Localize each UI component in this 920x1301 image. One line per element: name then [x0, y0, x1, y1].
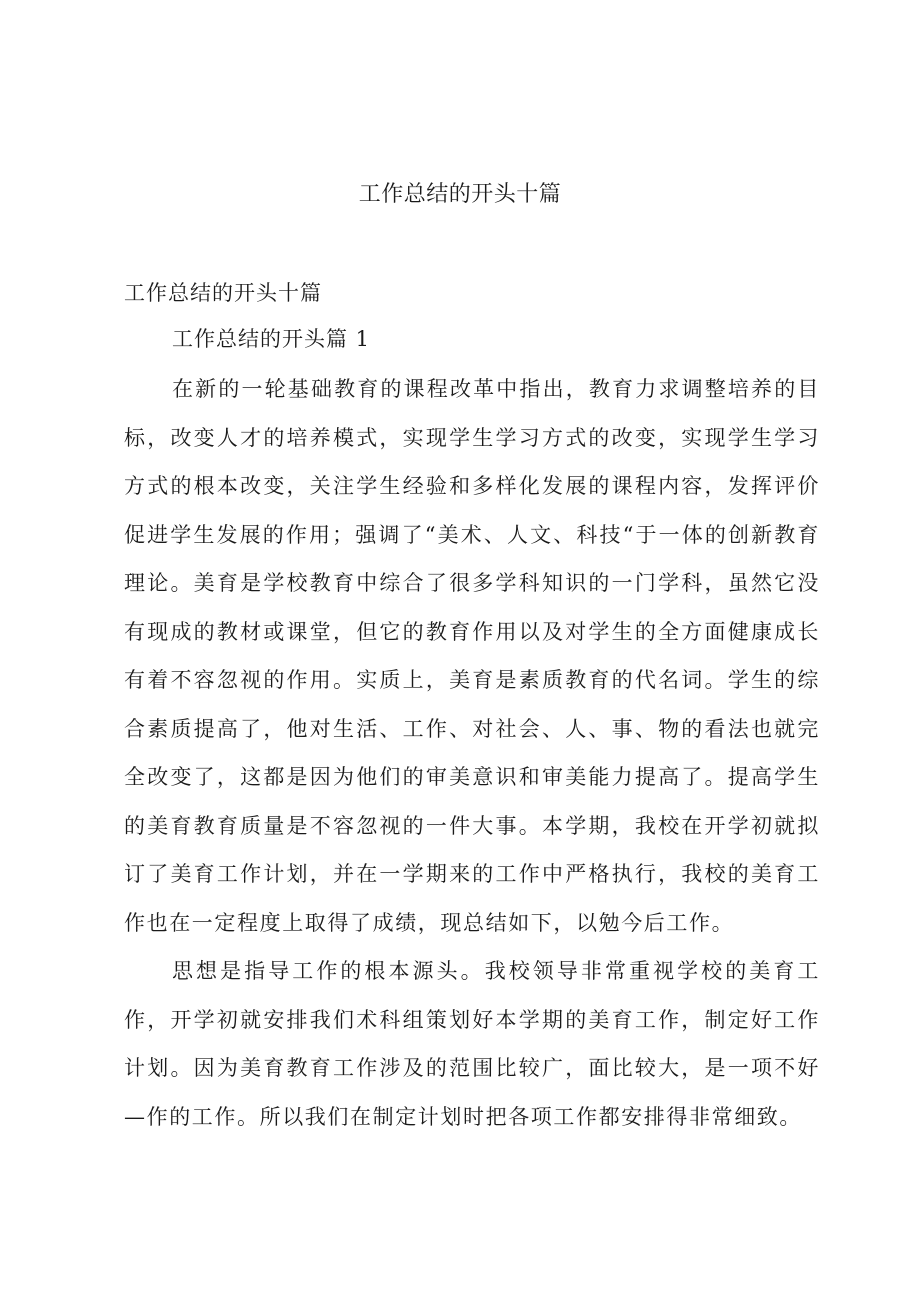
paragraph-1: 在新的一轮基础教育的课程改革中指出，教育力求调整培养的目标，改变人才的培养模式，实现学生学习方式的改变，实现学生学习方式的根本改变，关注学生经验和多样化发展的课程内容，发挥评价促进学生发展的作用；强调了“美术、人文、科技“于一体的创新教育理论。美育是学校教育中综合了很多学科知识的一门学科，虽然它没有现成的教材或课堂，但它的教育作用以及对学生的全方面健康成长有着不容忽视的作用。实质上，美育是素质教育的代名词。学生的综合素质提高了，他对生活、工作、对社会、人、事、物的看法也就完全改变了，这都是因为他们的审美意识和审美能力提高了。提高学生的美育教育质量是不容忽视的一件大事。本学期，我校在开学初就拟订了美育工作计划，并在一学期来的工作中严格执行，我校的美育工作也在一定程度上取得了成绩，现总结如下，以勉今后工作。 [124, 377, 820, 935]
document-body [124, 278, 820, 1141]
section-heading: 工作总结的开头篇 1 [172, 327, 371, 351]
document-title: 工作总结的开头十篇 [358, 182, 562, 207]
document-subheading: 工作总结的开头十篇 [124, 281, 322, 305]
paragraph-2: 思想是指导工作的根本源头。我校领导非常重视学校的美育工作，开学初就安排我们术科组策划好本学期的美育工作，制定好工作计划。因为美育教育工作涉及的范围比较广，面比较大，是一项不好—作的工作。所以我们在制定计划时把各项工作都安排得非常细致。 [124, 959, 820, 1129]
